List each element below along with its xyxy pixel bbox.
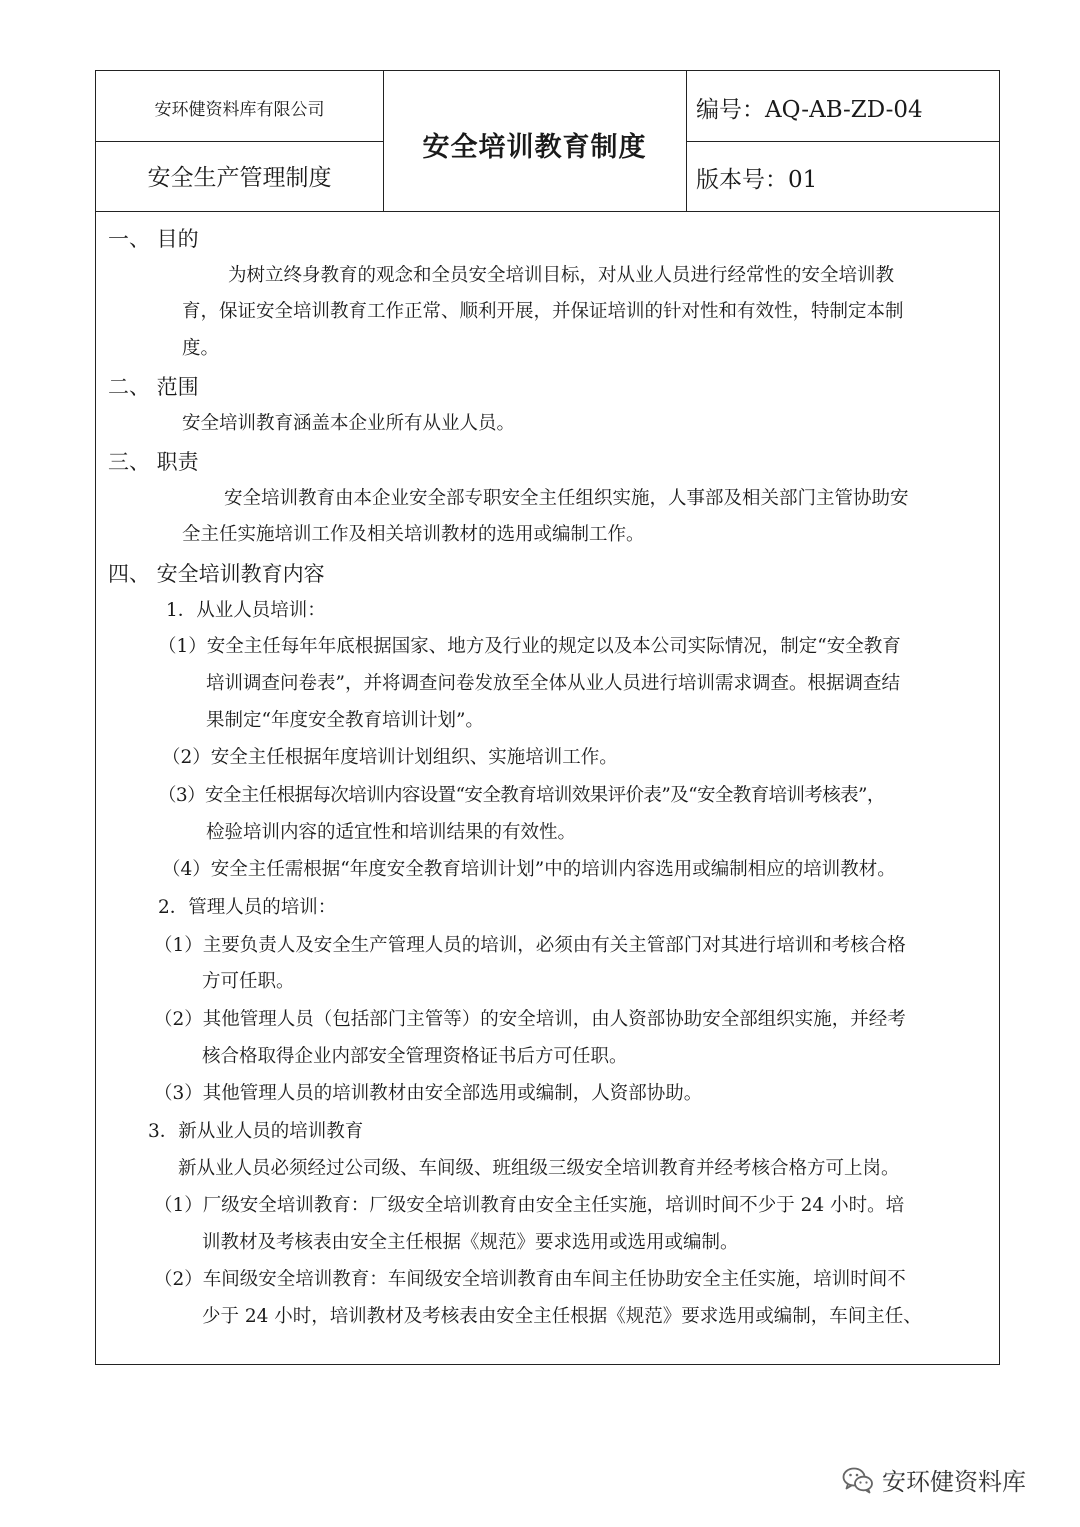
body-line: 检验培训内容的适宜性和培训结果的有效性。 [206, 822, 577, 843]
watermark-text: 安环健资料库 [882, 1468, 1026, 1496]
section-heading: 四、 安全培训教育内容 [108, 562, 325, 586]
section-heading: 一、 目的 [108, 227, 199, 251]
header-col-divider-2 [686, 71, 687, 211]
body-line: 新从业人员必须经过公司级、车间级、班组级三级安全培训教育并经考核合格方可上岗。 [178, 1158, 900, 1179]
document-frame [95, 70, 1000, 1365]
company-name: 安环健资料库有限公司 [154, 100, 325, 120]
document-category: 安全生产管理制度 [147, 165, 332, 191]
body-line: （4）安全主任需根据“年度安全教育培训计划”中的培训内容选用或编制相应的培训教材。 [162, 859, 896, 880]
body-line: 方可任职。 [202, 971, 295, 992]
body-line: 为树立终身教育的观念和全员安全培训目标，对从业人员进行经常性的安全培训教 [228, 265, 895, 286]
watermark [842, 1462, 1026, 1497]
body-line: 安全培训教育由本企业安全部专职安全主任组织实施，人事部及相关部门主管协助安 [224, 488, 909, 509]
header-divider-right [686, 141, 999, 142]
body-line: 度。 [182, 338, 220, 359]
body-line: （3）其他管理人员的培训教材由安全部选用或编制，人资部协助。 [154, 1083, 703, 1104]
subsection-heading: 2．管理人员的培训： [158, 897, 337, 918]
document-code: 编号：AQ-AB-ZD-04 [696, 97, 923, 123]
body-line: 育，保证安全培训教育工作正常、顺利开展，并保证培训的针对性和有效性，特制定本制 [182, 301, 904, 322]
body-line: 果制定“年度安全教育培训计划”。 [206, 710, 484, 731]
header-divider-left [96, 141, 383, 142]
header-bottom-border [96, 211, 999, 212]
document-title: 安全培训教育制度 [422, 132, 647, 163]
body-line: （3）安全主任根据每次培训内容设置“安全教育培训效果评价表”及“安全教育培训考核表”， [158, 785, 885, 806]
body-line: 核合格取得企业内部安全管理资格证书后方可任职。 [202, 1046, 628, 1067]
section-heading: 三、 职责 [108, 450, 199, 474]
body-line: 少于 24 小时，培训教材及考核表由安全主任根据《规范》要求选用或编制，车间主任、 [202, 1306, 922, 1327]
body-line: 培训调查问卷表”，并将调查问卷发放至全体从业人员进行培训需求调查。根据调查结 [206, 673, 900, 694]
body-line: 安全培训教育涵盖本企业所有从业人员。 [182, 413, 516, 434]
subsection-heading: 1．从业人员培训： [166, 600, 326, 621]
body-line: 训教材及考核表由安全主任根据《规范》要求选用或选用或编制。 [202, 1232, 739, 1253]
body-line: （1）安全主任每年年底根据国家、地方及行业的规定以及本公司实际情况，制定“安全教育 [158, 636, 901, 657]
body-line: （2）安全主任根据年度培训计划组织、实施培训工作。 [162, 747, 618, 768]
body-line: （1）主要负责人及安全生产管理人员的培训，必须由有关主管部门对其进行培训和考核合格 [154, 935, 906, 956]
subsection-heading: 3．新从业人员的培训教育 [148, 1121, 364, 1142]
body-line: 全主任实施培训工作及相关培训教材的选用或编制工作。 [182, 524, 645, 545]
body-line: （2）其他管理人员（包括部门主管等）的安全培训，由人资部协助安全部组织实施，并经考 [154, 1009, 906, 1030]
section-heading: 二、 范围 [108, 375, 199, 399]
body-line: （1）厂级安全培训教育：厂级安全培训教育由安全主任实施，培训时间不少于 24 小时。培 [154, 1195, 905, 1216]
document-version: 版本号：01 [696, 167, 818, 193]
wechat-icon [842, 1466, 874, 1494]
body-line: （2）车间级安全培训教育：车间级安全培训教育由车间主任协助安全主任实施，培训时间不 [154, 1269, 906, 1290]
